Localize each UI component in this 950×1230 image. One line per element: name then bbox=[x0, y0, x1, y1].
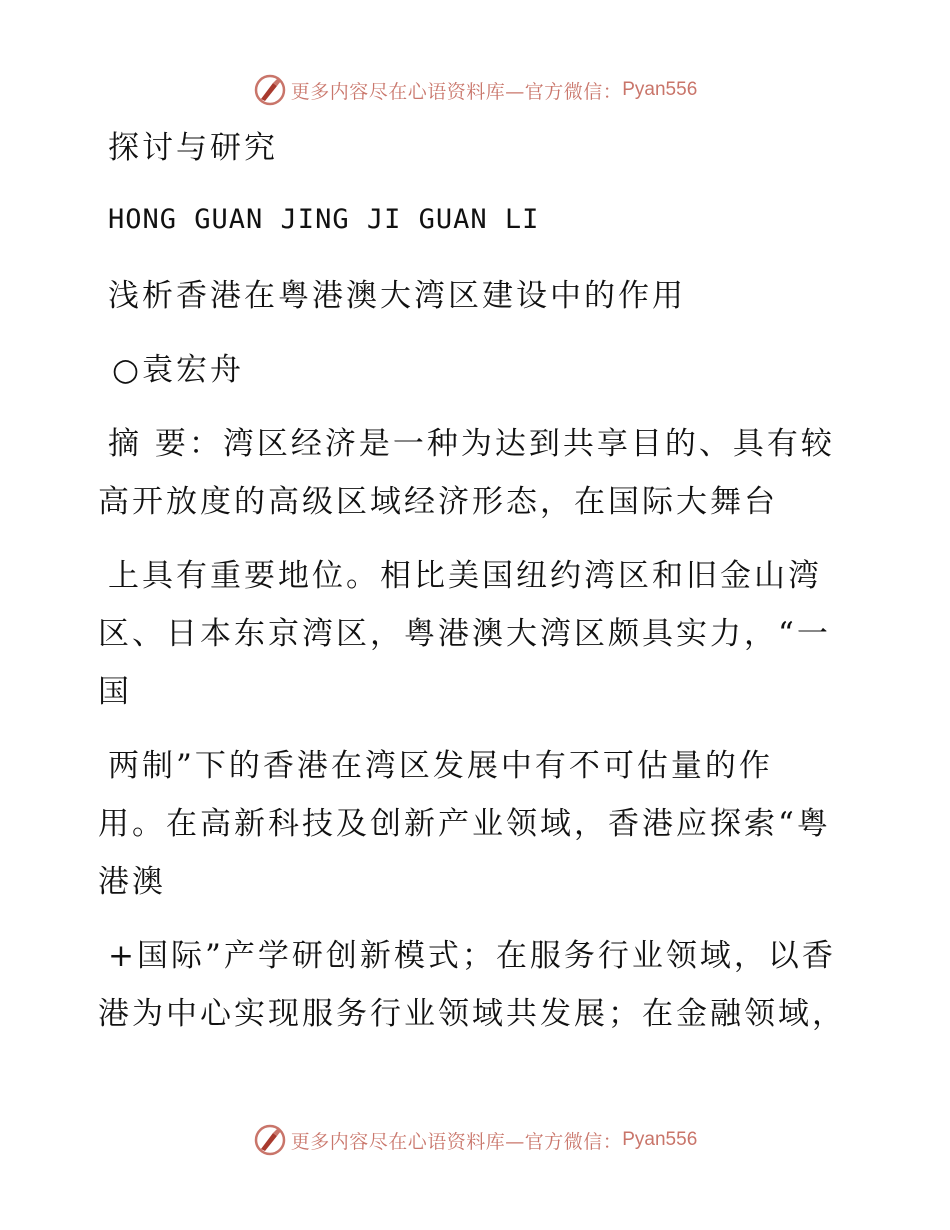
author-name: ○袁宏舟 bbox=[112, 352, 245, 388]
body-line: 区、日本东京湾区，粤港澳大湾区颇具实力，“一 bbox=[98, 616, 831, 652]
article-title: 浅析香港在粤港澳大湾区建设中的作用 bbox=[108, 278, 686, 314]
body-line: 国 bbox=[98, 674, 132, 710]
body-line: 高开放度的高级区域经济形态，在国际大舞台 bbox=[98, 484, 778, 520]
body-line: 港澳 bbox=[98, 864, 166, 900]
body-line: +国际”产学研创新模式；在服务行业领域，以香 bbox=[108, 938, 836, 974]
watermark-header bbox=[0, 70, 950, 110]
watermark-footer bbox=[0, 1120, 950, 1160]
watermark-wechat-id: Pyan556 bbox=[622, 1129, 698, 1150]
pen-logo-icon bbox=[253, 1123, 287, 1157]
column-pinyin: HONG GUAN JING JI GUAN LI bbox=[108, 204, 540, 235]
pen-logo-icon bbox=[253, 73, 287, 107]
body-line: 港为中心实现服务行业领域共发展；在金融领域， bbox=[98, 996, 846, 1032]
body-line: 上具有重要地位。相比美国纽约湾区和旧金山湾 bbox=[108, 558, 822, 594]
watermark-wechat-id: Pyan556 bbox=[622, 79, 698, 100]
watermark-text: 更多内容尽在心语资料库—官方微信： bbox=[290, 1130, 623, 1153]
section-label: 探讨与研究 bbox=[108, 130, 278, 166]
body-line: 两制”下的香港在湾区发展中有不可估量的作 bbox=[108, 748, 773, 784]
watermark-text: 更多内容尽在心语资料库—官方微信： bbox=[290, 80, 623, 103]
body-line: 摘 要：湾区经济是一种为达到共享目的、具有较 bbox=[108, 426, 835, 462]
body-line: 用。在高新科技及创新产业领域，香港应探索“粤 bbox=[98, 806, 831, 842]
